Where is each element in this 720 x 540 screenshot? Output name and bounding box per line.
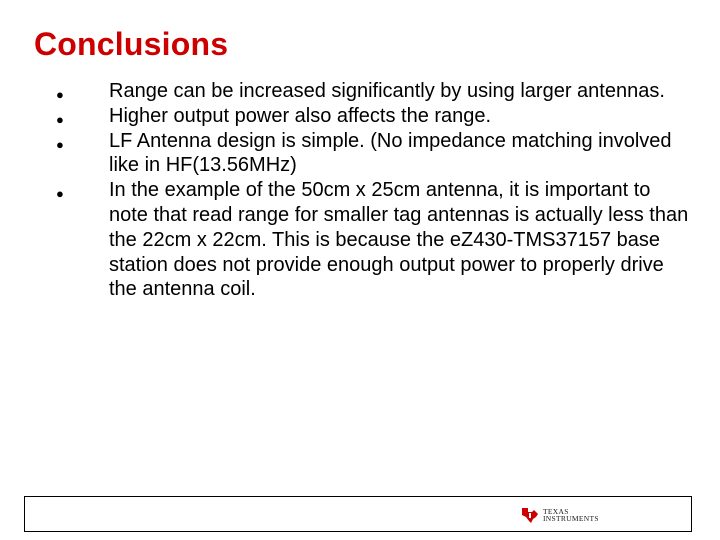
bullet-text: Range can be increased significantly by using larger antennas. [109,80,665,102]
bullet-item [56,178,690,302]
logo-line-texas: TEXAS [543,506,569,516]
logo-wordmark [543,508,599,523]
bullet-text: LF Antenna design is simple. (No impedance matching involved like in HF(13.56MHz) [109,129,672,177]
bullet-item [56,129,690,179]
footer-bar [24,496,692,532]
bullet-item [56,104,690,129]
bullet-text: Higher output power also affects the range. [109,104,492,127]
bullet-text: In the example of the 50cm x 25cm antenna, it is important to note that read range for smaller tag antennas is actually less than the 22cm x 22cm. This is because the eZ430-TMS37157 base station does not provide enough output power to properly drive the antenna coil. [109,179,689,301]
texas-state-icon [520,505,540,525]
bullet-dot-icon: ● [56,186,64,202]
bullet-dot-icon: ● [56,136,64,152]
bullet-dot-icon: ● [56,111,64,127]
bullet-list [56,79,690,302]
logo-line-instruments: INSTRUMENTS [543,514,599,523]
ti-logo [520,505,599,525]
bullet-item [56,79,690,104]
slide-title: Conclusions [34,26,229,62]
bullet-dot-icon: ● [56,87,64,102]
